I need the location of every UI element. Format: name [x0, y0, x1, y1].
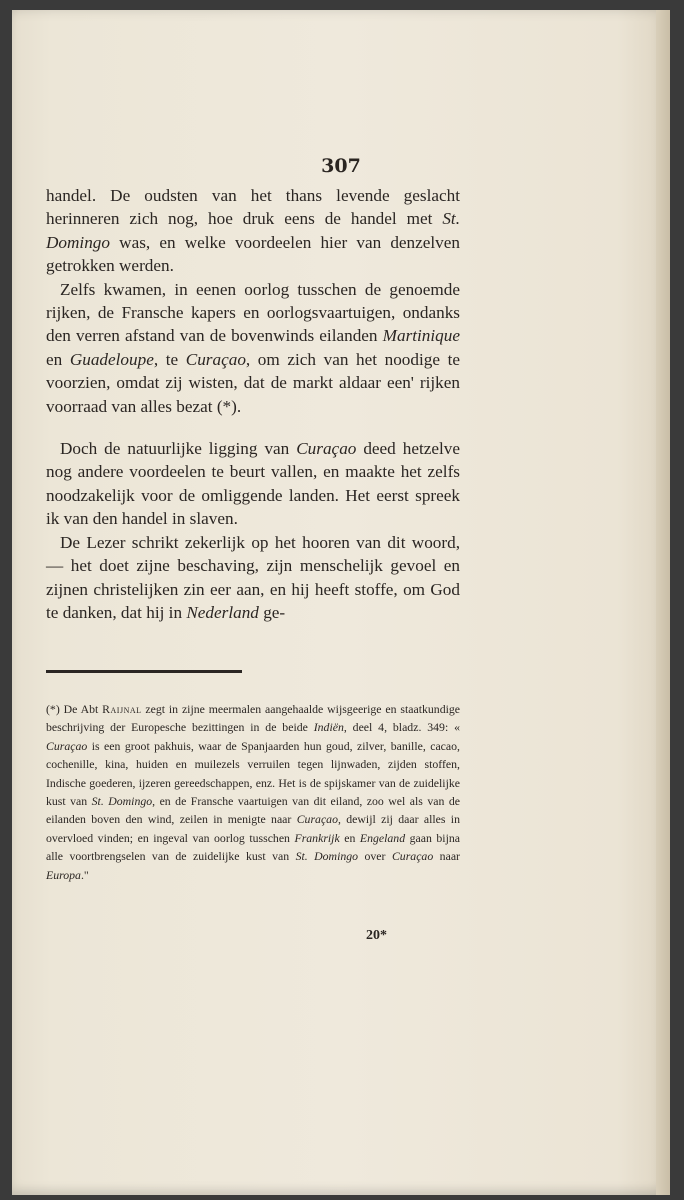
- paragraph-1: handel. De oudsten van het thans levende geslacht herinneren zich nog, hoe druk eens de handel met St. Domingo was, en welke voordeelen hier van denzelven getrokken werden.: [46, 186, 460, 276]
- main-text: [46, 184, 460, 624]
- signature-mark: 20*: [366, 928, 387, 943]
- page-number: 307: [321, 155, 361, 177]
- footnote-divider: [46, 670, 242, 673]
- paragraph-2: Zelfs kwamen, in eenen oorlog tusschen de genoemde rijken, de Fransche kapers en oorlogsvaartuigen, ondanks den verren afstand van de bovenwinds eilanden Martinique en Guadeloupe, te Curaçao, om zich van het noodige te voorzien, omdat zij wisten, dat de markt aldaar een' rijken voorraad van alles bezat (*).: [46, 279, 460, 416]
- page-edge: [656, 10, 670, 1195]
- footnote-text: (*) De Abt Raijnal zegt in zijne meermalen aangehaalde wijsgeerige en staatkundige beschrijving der Europesche bezittingen in de beide Indiën, deel 4, bladz. 349: « Curaçao is een groot pakhuis, waar de Spanjaarden hun goud, zilver, banille, cacao, cochenille, kina, huiden en muilezels verruilen tegen lijnwaden, zijden stoffen, Indische goederen, ijzeren gereedschappen, enz. Het is de spijskamer van de zuidelijke kust van St. Domingo, en de Fransche vaartuigen van dit eiland, zoo wel als van de eilanden boven den wind, zeilen in menigte naar Curaçao, dewijl zij daar alles in overvloed vinden; en ingeval van oorlog tusschen Frankrijk en Engeland gaan bijna alle voortbrengselen van de zuidelijke kust van St. Domingo over Curaçao naar Europa.": [46, 702, 461, 882]
- paragraph-3: Doch de natuurlijke ligging van Curaçao deed hetzelve nog andere voordeelen te beurt vallen, en maakte het zelfs noodzakelijk voor de omliggende landen. Het eerst spreek ik van den handel in slaven.: [46, 439, 460, 529]
- book-page: [12, 10, 670, 1195]
- footnote: [46, 700, 460, 884]
- paragraph-4: De Lezer schrikt zekerlijk op het hooren van dit woord, — het doet zijne beschaving, zijn menschelijk gevoel en zijnen christelijken zin eer aan, en hij heeft stoffe, om God te danken, dat hij in Nederland ge-: [46, 532, 460, 622]
